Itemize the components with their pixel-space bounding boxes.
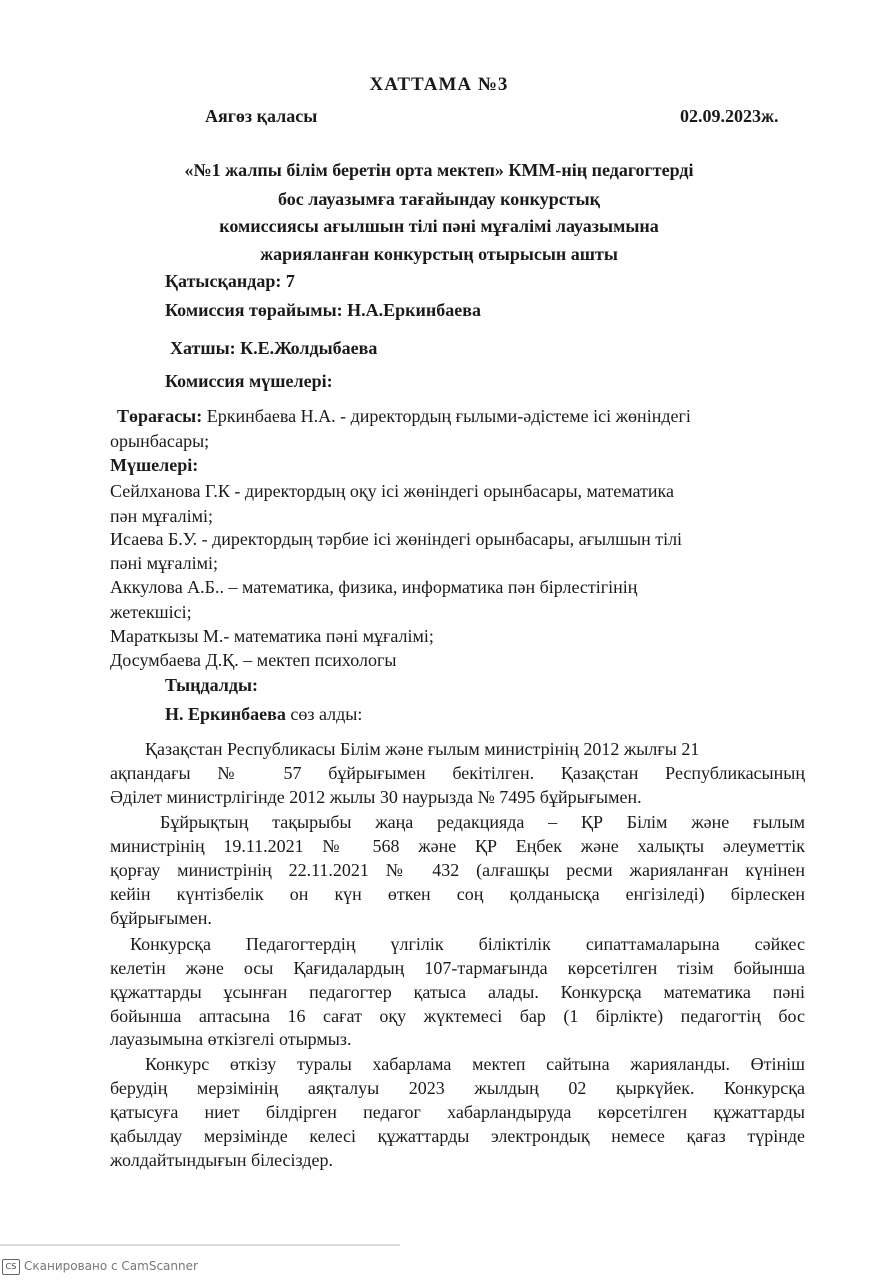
paragraph-line: жолдайтындығын білесіздер.: [110, 1150, 333, 1170]
commission-chair: Комиссия төрайымы: Н.А.Еркинбаева: [165, 300, 481, 320]
heard-title: Тыңдалды:: [165, 675, 259, 695]
paragraph-line: құжаттарды ұсынған педагогтер қатыса алады. Конкурсқа математика пәні: [110, 982, 805, 1002]
paragraph-line: кейін күнтізбелік он күн өткен соң қолданысқа енгізіледі) бірлескен: [110, 884, 805, 904]
speaker-line: [165, 704, 362, 725]
participants-count: Қатысқандар: 7: [165, 271, 295, 291]
paragraph-line: Әділет министрлігінде 2012 жылы 30 наурызда № 7495 бұйрығымен.: [110, 787, 642, 807]
paragraph-line: ақпандағы № 57 бұйрығымен бекітілген. Қазақстан Республикасының: [110, 763, 805, 783]
paragraph-line: Бұйрықтың тақырыбы жаңа редакцияда – ҚР Білім және ғылым: [160, 812, 805, 832]
scanner-footer: [0, 1254, 878, 1280]
member-line: Аккулова А.Б.. – математика, физика, информатика пән бірлестігінің: [110, 577, 638, 597]
speaker-rest: сөз алды:: [285, 704, 363, 724]
paragraph-line: берудің мерзімінің аяқталуы 2023 жылдың 02 қыркүйек. Конкурсқа: [110, 1078, 805, 1098]
member-line: жетекшісі;: [110, 602, 192, 622]
chair-role-line: орынбасары;: [110, 431, 210, 451]
paragraph-line: Конкурсқа Педагогтердің үлгілік біліктілік сипаттамаларына сәйкес: [130, 934, 805, 954]
chair-role-label: Төрағасы:: [117, 406, 203, 426]
camscanner-logo-icon: CS: [2, 1259, 20, 1275]
paragraph-line: министрінің 19.11.2021 № 568 және ҚР Еңбек және халықты әлеуметтік: [110, 836, 805, 856]
heading-line: жарияланған конкурстың отырысын ашты: [260, 244, 618, 264]
member-line: Мараткызы М.- математика пәні мұғалімі;: [110, 626, 434, 646]
member-line: Досумбаева Д.Қ. – мектеп психологы: [110, 650, 397, 670]
member-line: Исаева Б.У. - директордың тәрбие ісі жөніндегі орынбасары, ағылшын тілі: [110, 529, 683, 549]
scan-smudge: [0, 1244, 400, 1246]
member-line: пән мұғалімі;: [110, 506, 214, 526]
scanner-watermark: Сканировано с CamScanner: [24, 1259, 198, 1273]
heading-line: комиссиясы ағылшын тілі пәні мұғалімі лауазымына: [219, 216, 659, 236]
members-title: Комиссия мүшелері:: [165, 371, 333, 391]
paragraph-line: лауазымына өткізгелі отырмыз.: [110, 1029, 352, 1049]
document-title: ХАТТАМА №3: [369, 74, 509, 95]
chair-role-text: Еркинбаева Н.А. - директордың ғылыми-әдістеме ісі жөніндегі: [202, 406, 691, 426]
heading-line: «№1 жалпы білім беретін орта мектеп» КММ-нің педагогтерді: [184, 160, 694, 180]
member-line: Сейлханова Г.К - директордың оқу ісі жөніндегі орынбасары, математика: [110, 481, 674, 501]
paragraph-line: қабылдау мерзімінде келесі құжаттарды электрондық немесе қағаз түрінде: [110, 1126, 805, 1146]
members-label: Мүшелері:: [110, 455, 199, 475]
paragraph-line: қатысуға ниет білдірген педагог хабарландыруда көрсетілген құжаттарды: [110, 1102, 805, 1122]
chair-role-line: [117, 406, 691, 427]
speaker-name: Н. Еркинбаева: [165, 704, 286, 724]
paragraph-line: келетін және осы Қағидалардың 107-тармағында көрсетілген тізім бойынша: [110, 958, 805, 978]
paragraph-line: бұйрығымен.: [110, 908, 212, 928]
secretary: Хатшы: К.Е.Жолдыбаева: [170, 338, 378, 358]
city-label: Аягөз қаласы: [205, 106, 318, 126]
paragraph-line: бойынша аптасына 16 сағат оқу жүктемесі бар (1 бірлікте) педагогтің бос: [110, 1006, 805, 1026]
heading-line: бос лауазымға тағайындау конкурстық: [277, 189, 601, 209]
document-date: 02.09.2023ж.: [680, 106, 779, 126]
paragraph-line: қорғау министрінің 22.11.2021 № 432 (алғашқы ресми жарияланған күнінен: [110, 860, 805, 880]
member-line: пәні мұғалімі;: [110, 553, 219, 573]
paragraph-line: Конкурс өткізу туралы хабарлама мектеп сайтына жарияланды. Өтініш: [145, 1054, 805, 1074]
paragraph-line: Қазақстан Республикасы Білім және ғылым министрінің 2012 жылғы 21: [145, 739, 700, 759]
